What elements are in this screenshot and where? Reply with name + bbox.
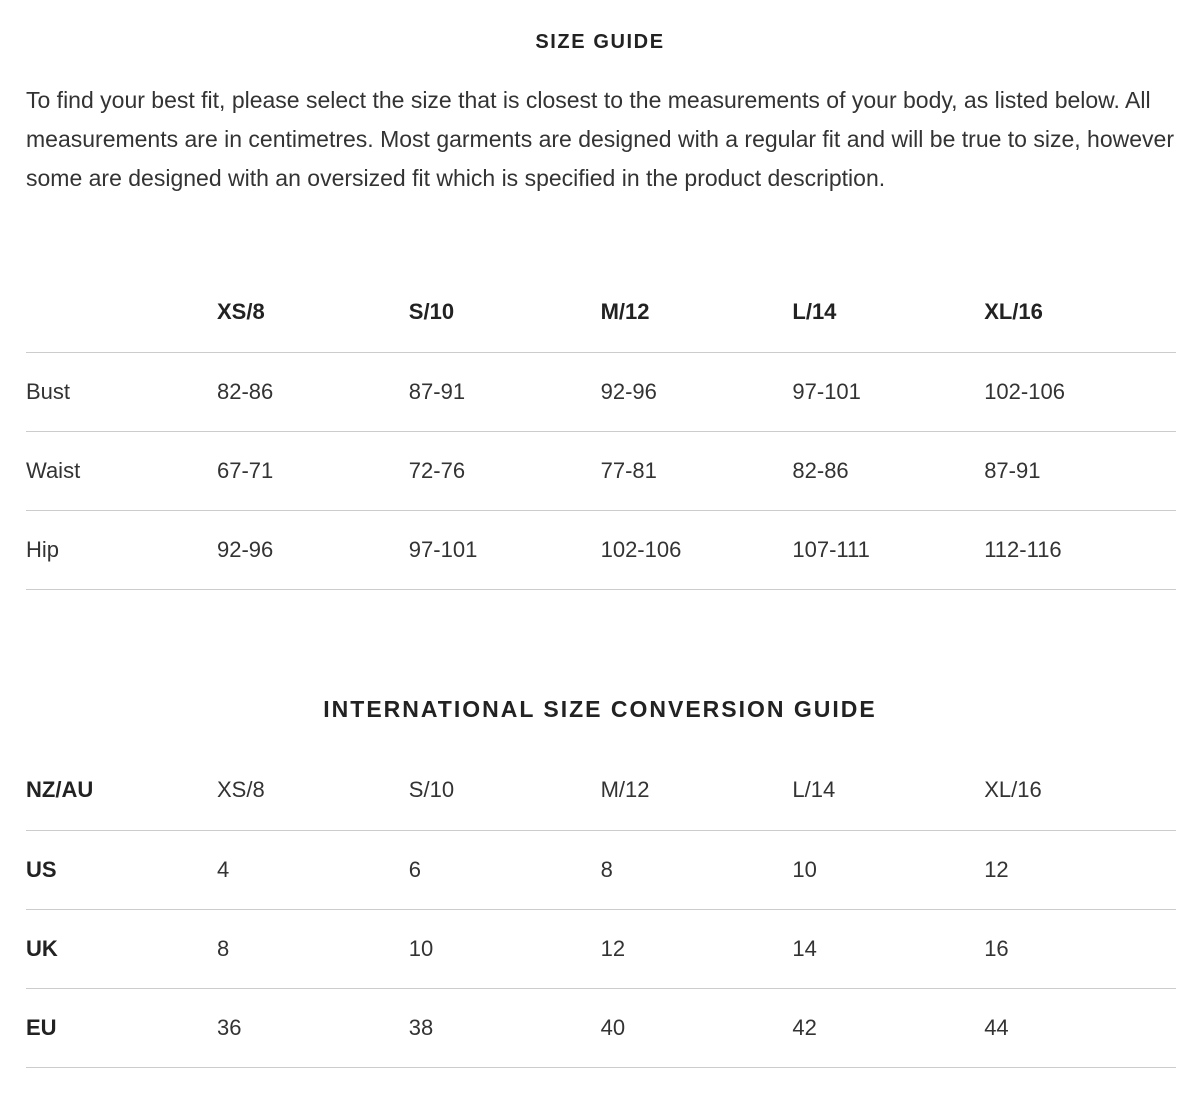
table-cell: S/10 <box>408 777 455 803</box>
table-cell: 4 <box>217 830 409 909</box>
table-cell: XS/8 <box>217 777 265 803</box>
conversion-title: INTERNATIONAL SIZE CONVERSION GUIDE <box>323 696 877 722</box>
table-cell: 16 <box>984 909 1176 988</box>
row-label: Hip <box>26 510 217 589</box>
row-label: UK <box>26 909 217 988</box>
measurement-header-row <box>26 273 1176 352</box>
table-cell: 102-106 <box>984 352 1176 431</box>
table-cell: 40 <box>601 988 793 1067</box>
table-cell: 97-101 <box>409 510 601 589</box>
table-cell: 92-96 <box>217 510 409 589</box>
table-cell: 107-111 <box>792 510 984 589</box>
measurement-header-cell: M/12 <box>600 299 650 325</box>
table-row <box>26 352 1176 431</box>
table-cell: 87-91 <box>409 352 601 431</box>
row-label: Bust <box>26 352 217 431</box>
table-cell: 14 <box>792 909 984 988</box>
table-cell: 102-106 <box>601 510 793 589</box>
table-cell: 36 <box>217 988 409 1067</box>
intro-text: To find your best fit, please select the size that is closest to the measurements of your body, as listed below. All measurements are in centimetres. Most garments are designed with a regular fit and will be true to size, however some are designed with an oversized fit which is specified in the product description. <box>26 87 1174 191</box>
measurement-header-blank <box>26 273 217 352</box>
table-cell: 67-71 <box>217 431 409 510</box>
table-cell: 77-81 <box>601 431 793 510</box>
measurement-header-cell: L/14 <box>792 299 837 325</box>
table-cell: 92-96 <box>601 352 793 431</box>
table-cell: 38 <box>409 988 601 1067</box>
table-cell: 72-76 <box>409 431 601 510</box>
table-cell: 82-86 <box>792 431 984 510</box>
conversion-table <box>26 751 1176 1068</box>
table-cell: 44 <box>984 988 1176 1067</box>
table-cell: 112-116 <box>984 510 1176 589</box>
table-row <box>26 988 1176 1067</box>
table-cell: 82-86 <box>217 352 409 431</box>
row-label: US <box>26 830 217 909</box>
measurement-header-cell: S/10 <box>408 299 455 325</box>
measurement-header-cell: XL/16 <box>984 299 1043 325</box>
table-cell: L/14 <box>792 777 836 803</box>
table-cell: 8 <box>601 830 793 909</box>
measurement-table <box>26 273 1176 590</box>
table-cell: 10 <box>792 830 984 909</box>
table-cell: 6 <box>409 830 601 909</box>
table-cell: 12 <box>984 830 1176 909</box>
table-cell: XL/16 <box>984 777 1042 803</box>
table-cell: 87-91 <box>984 431 1176 510</box>
measurement-header-cell: XS/8 <box>217 299 265 325</box>
page-title: SIZE GUIDE <box>535 31 665 53</box>
table-cell: M/12 <box>600 777 650 803</box>
row-label: EU <box>26 988 217 1067</box>
table-row <box>26 751 1176 830</box>
table-row <box>26 909 1176 988</box>
table-cell: 42 <box>792 988 984 1067</box>
table-cell: 12 <box>601 909 793 988</box>
table-row <box>26 510 1176 589</box>
table-row <box>26 830 1176 909</box>
table-cell: 97-101 <box>792 352 984 431</box>
table-cell: 8 <box>217 909 409 988</box>
row-label: Waist <box>26 431 217 510</box>
table-row <box>26 431 1176 510</box>
table-cell: 10 <box>409 909 601 988</box>
row-label: NZ/AU <box>26 777 94 803</box>
